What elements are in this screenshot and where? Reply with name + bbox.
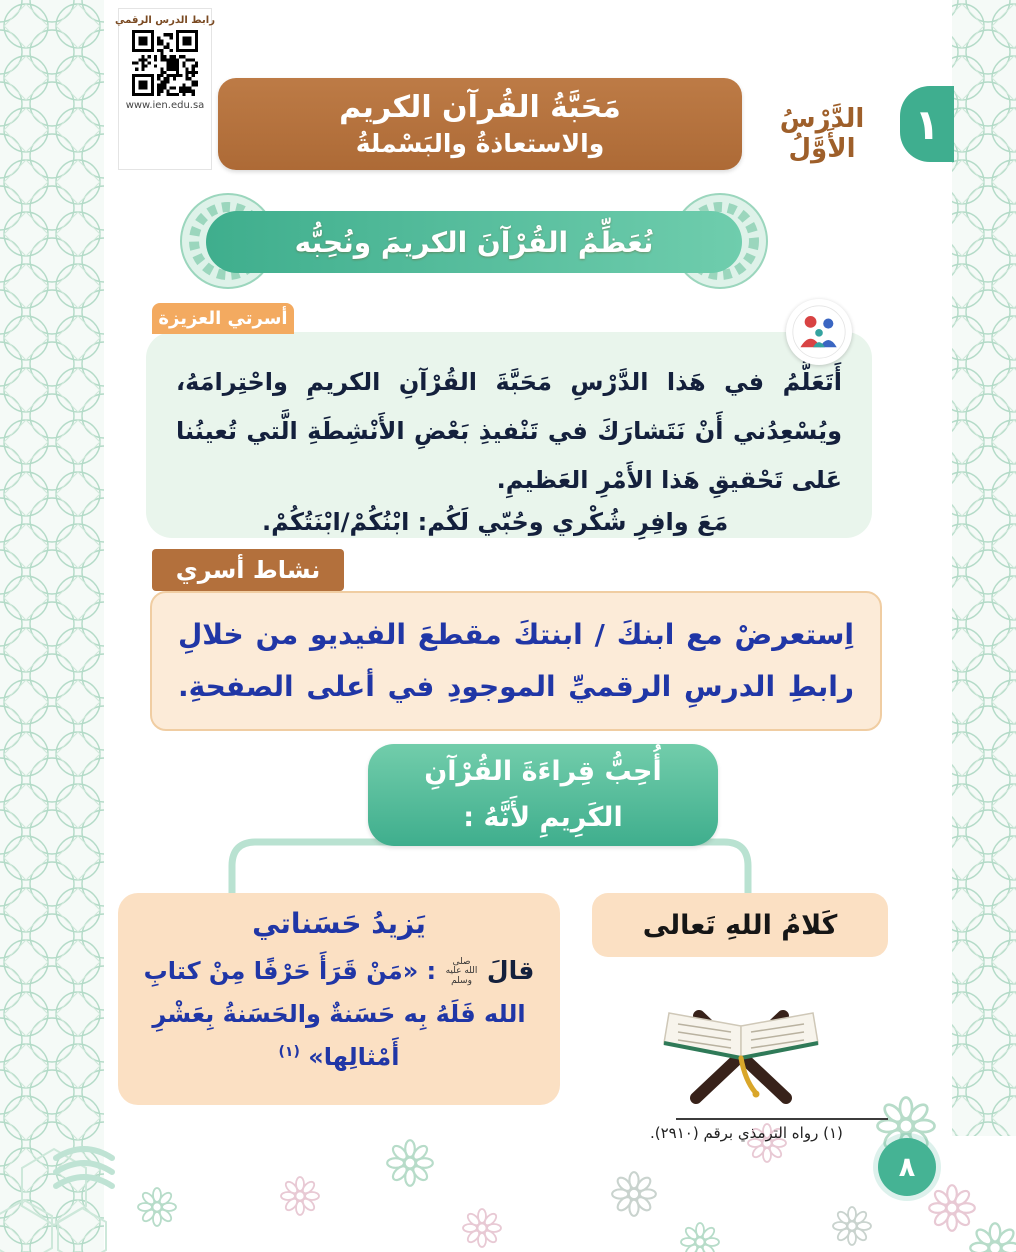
- digital-lesson-qr-block: [115, 8, 215, 170]
- concept-map-root: أُحِبُّ قِراءَةَ القُرْآنِ الكَرِيمِ لأَنَّهُ :: [368, 744, 718, 846]
- lesson-number-label: الدَّرْسُ الأَوَّلُ: [779, 104, 865, 164]
- qr-label: رابط الدرس الرقمي: [115, 15, 215, 26]
- branch-left-title: يَزيدُ حَسَناتي: [252, 907, 426, 940]
- hadith-footnote-marker: (١): [278, 1044, 300, 1061]
- quran-on-stand-photo: [618, 958, 864, 1106]
- section-banner: نُعَظِّمُ القُرْآنَ الكريمَ ونُحِبُّه: [206, 211, 742, 273]
- footnote-text: (١) رواه الترمذي برقم (٢٩١٠).: [650, 1124, 843, 1142]
- lesson-number-tab: ١: [900, 86, 954, 162]
- family-activity-label: نشاط أسري: [152, 549, 344, 591]
- concept-map-branch-left: [118, 893, 560, 1105]
- lesson-title-line1: مَحَبَّةُ القُرآن الكريم: [339, 90, 621, 125]
- qr-code-icon: [132, 30, 198, 96]
- family-message-box: [146, 332, 872, 538]
- hadith-intro: قالَ: [486, 956, 535, 985]
- family-activity-body: اِستعرضْ مع ابنكَ / ابنتكَ مقطعَ الفيديو من خلالِ رابطِ الدرسِ الرقميِّ الموجودِ في أعلى الصفحةِ.: [178, 618, 854, 703]
- lesson-title-line2: والاستعاذةُ والبَسْملةُ: [355, 129, 605, 158]
- pbuh-symbol: صلى الله عليه وسلم: [445, 956, 478, 986]
- family-activity-box: [150, 591, 882, 731]
- page-number-badge: ٨: [878, 1138, 936, 1196]
- family-message-label: أسرتي العزيزة: [152, 303, 294, 334]
- footnote-rule: [676, 1118, 888, 1120]
- family-icon: [786, 299, 852, 365]
- concept-map-branch-right: كَلامُ اللهِ تَعالى: [592, 893, 888, 957]
- hadith-quote: : «مَنْ قَرَأَ حَرْفًا مِنْ كتابِ الله فَلَهُ بِه حَسَنةٌ والحَسَنةُ بِعَشْرِ أَمْثالِها»: [143, 957, 526, 1072]
- family-message-closing: مَعَ وافِرِ شُكْري وحُبّي لَكُم: ابْنُكُمْ/ابْنَتُكُمْ.: [262, 507, 729, 536]
- qr-url: www.ien.edu.sa: [125, 100, 205, 111]
- hadith-text: [136, 948, 542, 1080]
- family-message-body: أَتَعَلَّمُ في هَذا الدَّرْسِ مَحَبَّةَ القُرْآنِ الكريمِ واحْتِرامَهُ، ويُسْعِدُني أَنْ نَتَشارَكَ في تَنْفيذِ بَعْضِ الأَنْشِطَةِ الَّتي تُعينُنا عَلى تَحْقيقِ هَذا الأَمْرِ العَظيمِ.: [176, 368, 842, 495]
- lesson-title-header: [218, 78, 742, 170]
